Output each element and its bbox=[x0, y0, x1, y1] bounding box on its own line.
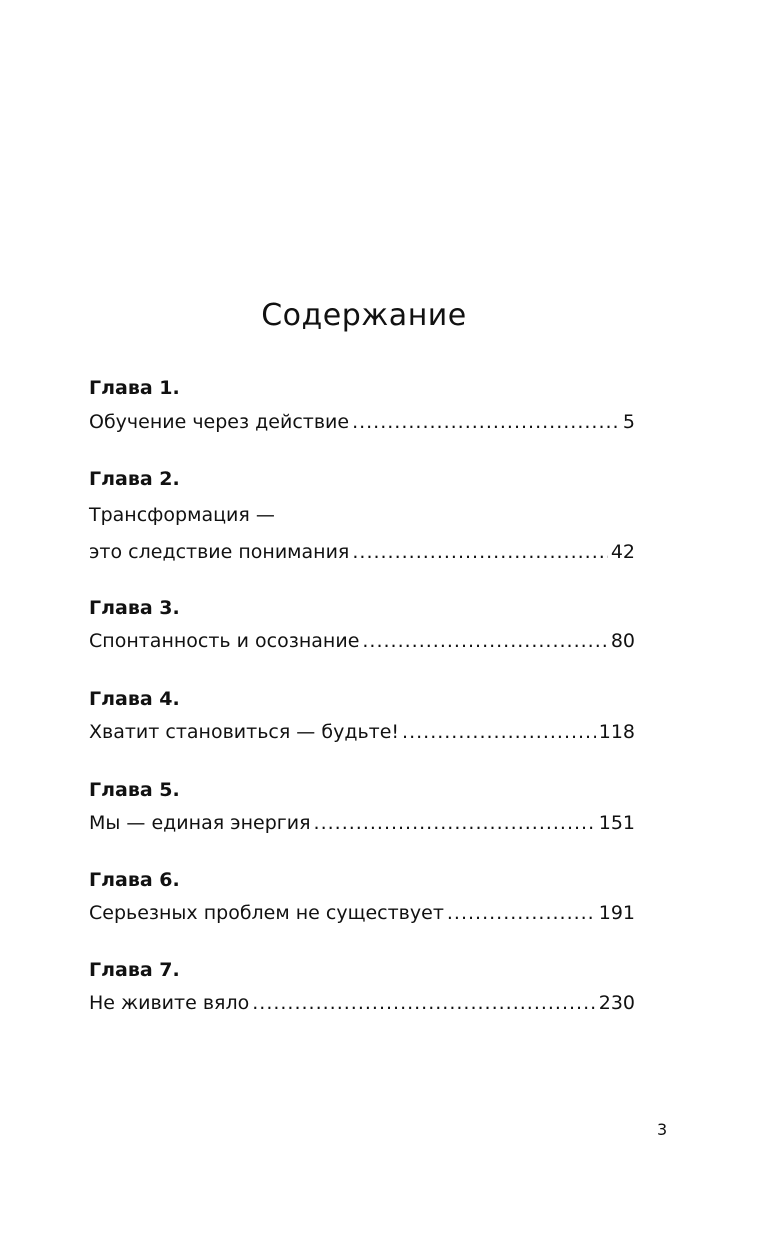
toc-entry-page: 230 bbox=[598, 992, 635, 1014]
toc-entry-title: Не живите вяло bbox=[89, 992, 250, 1014]
chapter-label: Глава 3. bbox=[89, 597, 180, 619]
toc-entry-title: это следствие понимания bbox=[89, 541, 350, 563]
page-title: Содержание bbox=[261, 298, 467, 334]
dot-leader bbox=[402, 721, 596, 743]
toc-entry bbox=[89, 411, 635, 433]
toc-entry-page: 5 bbox=[622, 411, 635, 433]
dot-leader bbox=[352, 411, 620, 433]
dot-leader bbox=[447, 902, 596, 924]
dot-leader bbox=[352, 541, 607, 563]
toc-entry-title-line bbox=[89, 504, 635, 526]
toc-entry-title: Хватит становиться — будьте! bbox=[89, 721, 400, 743]
toc-entry bbox=[89, 630, 635, 652]
toc-entry bbox=[89, 812, 635, 834]
toc-entry bbox=[89, 721, 635, 743]
toc-entry-page: 42 bbox=[610, 541, 635, 563]
page-number: 3 bbox=[657, 1120, 668, 1139]
dot-leader bbox=[362, 630, 607, 652]
toc-entry-page: 118 bbox=[598, 721, 635, 743]
toc-entry-page: 151 bbox=[598, 812, 635, 834]
toc-entry-title: Спонтанность и осознание bbox=[89, 630, 360, 652]
toc-entry-title: Серьезных проблем не существует bbox=[89, 902, 444, 924]
chapter-label: Глава 4. bbox=[89, 688, 180, 710]
chapter-label: Глава 1. bbox=[89, 377, 180, 399]
dot-leader bbox=[314, 812, 596, 834]
toc-entry bbox=[89, 992, 635, 1014]
chapter-label: Глава 2. bbox=[89, 468, 180, 490]
toc-entry-title: Мы — единая энергия bbox=[89, 812, 311, 834]
toc-entry-page: 80 bbox=[610, 630, 635, 652]
chapter-label: Глава 7. bbox=[89, 959, 180, 981]
toc-entry bbox=[89, 902, 635, 924]
toc-entry bbox=[89, 541, 635, 563]
toc-entry-title: Обучение через действие bbox=[89, 411, 350, 433]
toc-entry-page: 191 bbox=[598, 902, 635, 924]
toc-entry-title-part: Трансформация — bbox=[89, 504, 275, 526]
chapter-label: Глава 5. bbox=[89, 779, 180, 801]
dot-leader bbox=[252, 992, 596, 1014]
chapter-label: Глава 6. bbox=[89, 869, 180, 891]
